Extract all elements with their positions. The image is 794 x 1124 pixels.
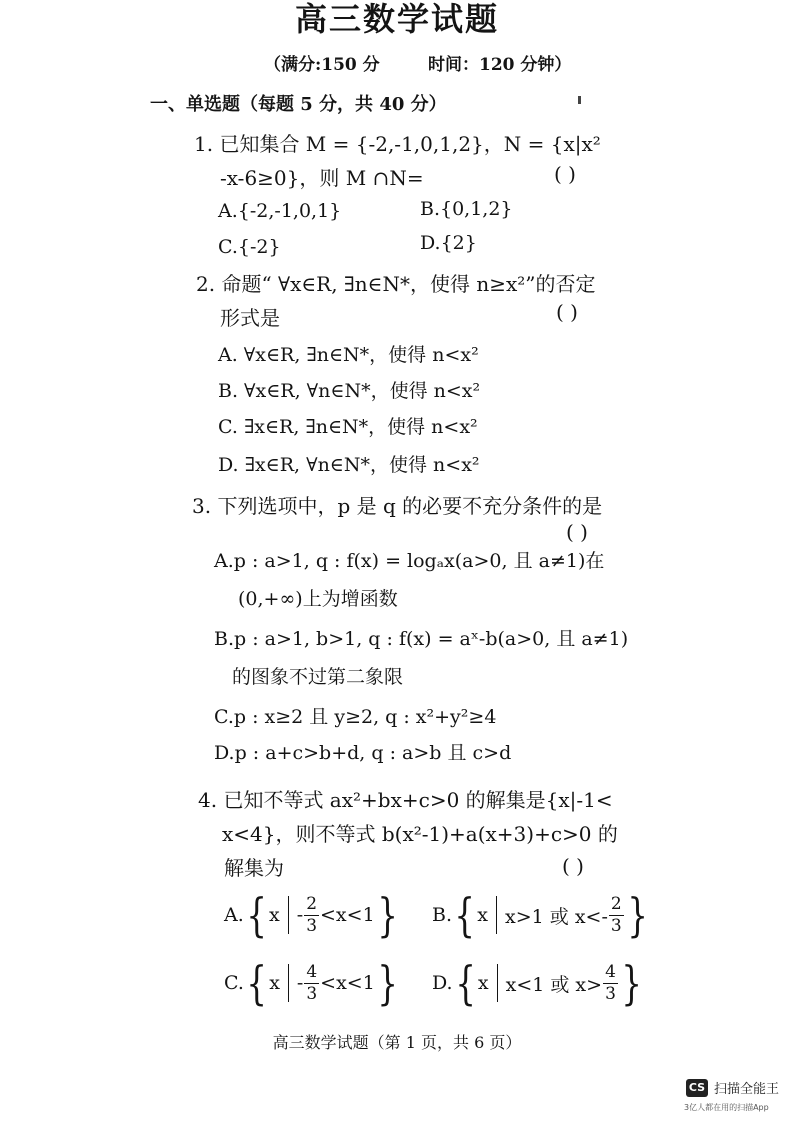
q2-answer-blank: ( ) xyxy=(556,300,578,324)
set-bar xyxy=(496,896,497,934)
fraction: $\frac{4}{3}$ xyxy=(306,961,318,1004)
q1-option-c: C.{-2} xyxy=(218,236,281,258)
q3-option-c: C.p : x≥2 且 y≥2, q : x²+y²≥4 xyxy=(214,706,497,728)
page-title: 高三数学试题 xyxy=(294,0,499,38)
q4-answer-blank: ( ) xyxy=(562,854,584,878)
page-footer: 高三数学试题（第 1 页，共 6 页） xyxy=(272,1033,522,1052)
condition-post: <x<1 xyxy=(320,904,375,926)
option-label: A. xyxy=(224,904,244,926)
watermark-tagline: 3亿人都在用的扫描App xyxy=(684,1103,769,1112)
full-score: （满分:150 分 xyxy=(264,55,380,75)
condition-pre: - xyxy=(296,972,304,994)
q1-answer-blank: ( ) xyxy=(554,162,576,186)
q2-option-a: A. ∀x∈R, ∃n∈N*，使得 n<x² xyxy=(218,344,479,366)
set-bar xyxy=(497,964,498,1002)
q3-stem: 3. 下列选项中，p 是 q 的必要不充分条件的是 xyxy=(192,494,603,518)
condition-pre: x>1 或 x<- xyxy=(505,905,608,928)
section-heading: 一、单选题（每题 5 分，共 40 分） xyxy=(150,94,447,115)
q3-option-b-line1: B.p : a>1, b>1, q : f(x) = aˣ-b(a>0, 且 a≠1) xyxy=(214,628,629,650)
left-brace: { xyxy=(246,956,267,1010)
right-brace: } xyxy=(377,888,398,942)
q2-option-b: B. ∀x∈R, ∀n∈N*，使得 n<x² xyxy=(218,380,481,402)
q4-option-c xyxy=(224,956,400,1010)
watermark-name: 扫描全能王 xyxy=(714,1082,780,1097)
q1-stem-line1: 1. 已知集合 M = {-2,-1,0,1,2}，N = {x|x² xyxy=(194,132,601,156)
left-brace: { xyxy=(454,888,475,942)
q3-answer-blank: ( ) xyxy=(566,520,588,544)
condition-pre: x<1 或 x> xyxy=(505,973,603,996)
set-variable: x xyxy=(269,972,280,994)
scan-speck xyxy=(578,96,581,104)
condition-post: <x<1 xyxy=(320,972,375,994)
q2-option-d: D. ∃x∈R, ∀n∈N*，使得 n<x² xyxy=(218,454,480,476)
q2-stem-line2: 形式是 xyxy=(220,306,280,330)
set-variable: x xyxy=(477,904,489,926)
set-variable: x xyxy=(269,904,280,926)
q1-option-b: B.{0,1,2} xyxy=(420,198,513,220)
set-bar xyxy=(288,964,289,1002)
right-brace: } xyxy=(621,956,642,1010)
q3-option-d: D.p : a+c>b+d, q : a>b 且 c>d xyxy=(214,742,512,764)
q2-stem-line1: 2. 命题“ ∀x∈R, ∃n∈N*，使得 n≥x²”的否定 xyxy=(196,272,596,296)
q4-option-b xyxy=(432,888,650,942)
condition-pre: - xyxy=(296,904,304,926)
q1-stem-line2: -x-6≥0}，则 M ∩N= xyxy=(220,166,424,190)
option-label: C. xyxy=(224,972,244,994)
q4-stem-line1: 4. 已知不等式 ax²+bx+c>0 的解集是{x|-1< xyxy=(198,788,613,812)
right-brace: } xyxy=(627,888,648,942)
q4-stem-line3: 解集为 xyxy=(224,856,284,880)
q4-option-a xyxy=(224,888,400,942)
q4-option-d xyxy=(432,956,644,1010)
fraction: $\frac{2}{3}$ xyxy=(610,893,622,936)
q3-option-b-line2: 的图象不过第二象限 xyxy=(232,666,404,688)
right-brace: } xyxy=(377,956,398,1010)
scanner-watermark xyxy=(686,1078,779,1097)
set-bar xyxy=(288,896,289,934)
fraction: $\frac{2}{3}$ xyxy=(306,893,318,936)
fraction: $\frac{4}{3}$ xyxy=(605,961,616,1004)
camscanner-logo-icon: CS xyxy=(686,1079,708,1097)
q3-option-a-line1: A.p : a>1, q : f(x) = logₐx(a>0, 且 a≠1)在 xyxy=(214,550,605,572)
set-variable: x xyxy=(477,972,489,994)
exam-time: 时间：120 分钟） xyxy=(428,55,572,75)
q1-option-d: D.{2} xyxy=(420,232,477,254)
q2-option-c: C. ∃x∈R, ∃n∈N*，使得 n<x² xyxy=(218,416,478,438)
q4-stem-line2: x<4}，则不等式 b(x²-1)+a(x+3)+c>0 的 xyxy=(222,822,618,846)
q3-option-a-line2: (0,+∞)上为增函数 xyxy=(238,588,398,610)
left-brace: { xyxy=(455,956,476,1010)
option-label: D. xyxy=(432,972,453,994)
q1-option-a: A.{-2,-1,0,1} xyxy=(218,200,342,222)
option-label: B. xyxy=(432,904,453,926)
left-brace: { xyxy=(246,888,267,942)
